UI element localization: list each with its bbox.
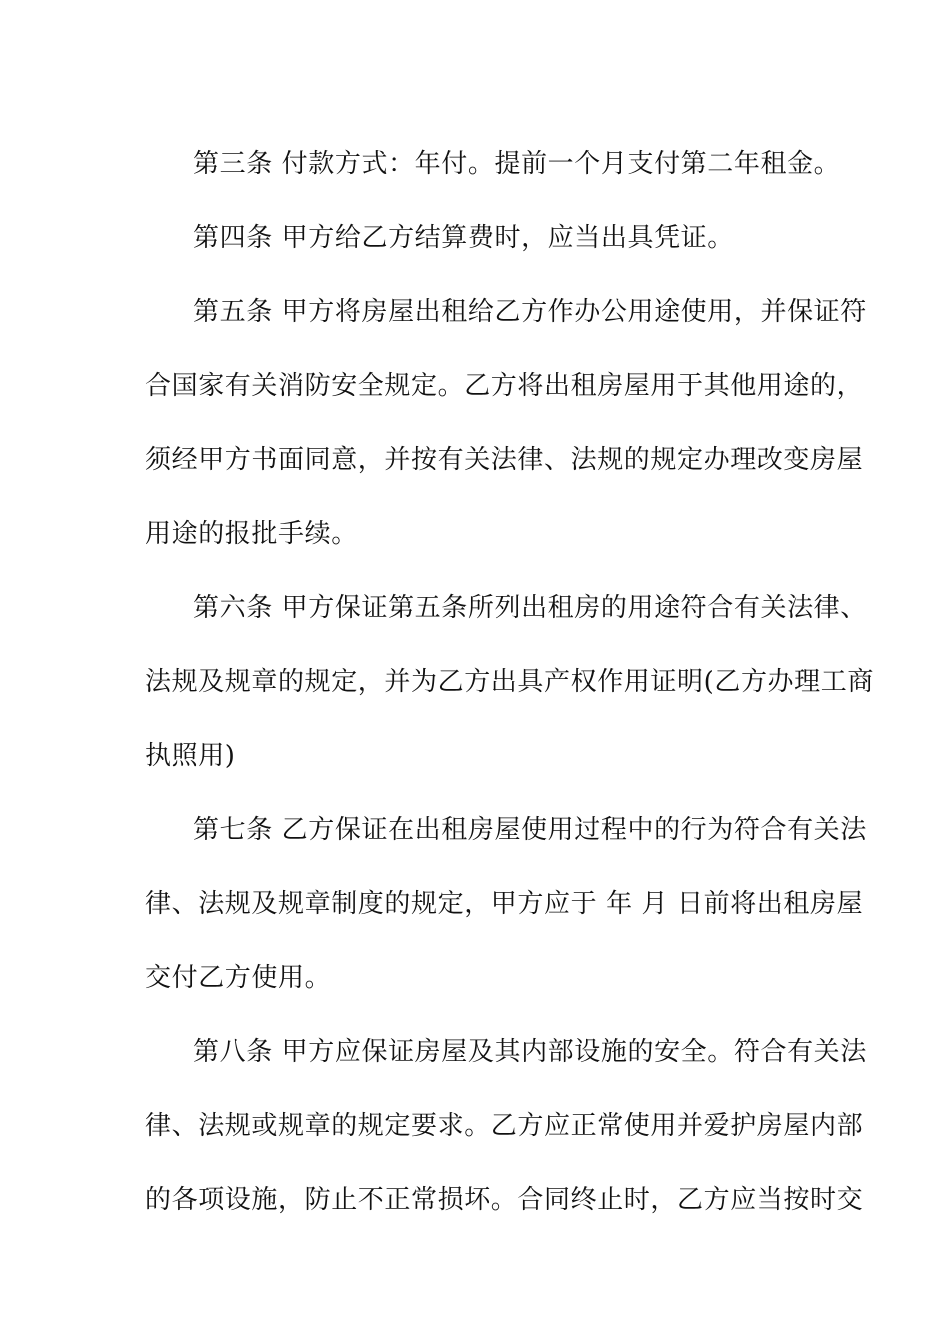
article-6-line-2: 法规及规章的规定，并为乙方出具产权作用证明(乙方办理工商: [145, 667, 874, 697]
article-5-line-3: 须经甲方书面同意，并按有关法律、法规的规定办理改变房屋: [145, 445, 864, 475]
article-5-line-4: 用途的报批手续。: [145, 519, 358, 549]
article-5-line-1: 第五条 甲方将房屋出租给乙方作办公用途使用，并保证符: [193, 297, 867, 327]
article-6-line-3: 执照用): [145, 741, 236, 771]
article-4-line-1: 第四条 甲方给乙方结算费时，应当出具凭证。: [193, 223, 734, 253]
article-6-line-1: 第六条 甲方保证第五条所列出租房的用途符合有关法律、: [193, 593, 867, 623]
article-7-line-3: 交付乙方使用。: [145, 963, 332, 993]
article-8-line-1: 第八条 甲方应保证房屋及其内部设施的安全。符合有关法: [193, 1037, 867, 1067]
article-7-line-2: 律、法规及规章制度的规定，甲方应于 年 月 日前将出租房屋: [145, 889, 864, 919]
article-8-line-3: 的各项设施，防止不正常损坏。合同终止时，乙方应当按时交: [145, 1185, 864, 1215]
article-3-line-1: 第三条 付款方式：年付。提前一个月支付第二年租金。: [193, 149, 841, 179]
article-5-line-2: 合国家有关消防安全规定。乙方将出租房屋用于其他用途的，: [145, 371, 864, 401]
document-body: [145, 127, 874, 1237]
article-8-line-2: 律、法规或规章的规定要求。乙方应正常使用并爱护房屋内部: [145, 1111, 864, 1141]
article-7-line-1: 第七条 乙方保证在出租房屋使用过程中的行为符合有关法: [193, 815, 867, 845]
